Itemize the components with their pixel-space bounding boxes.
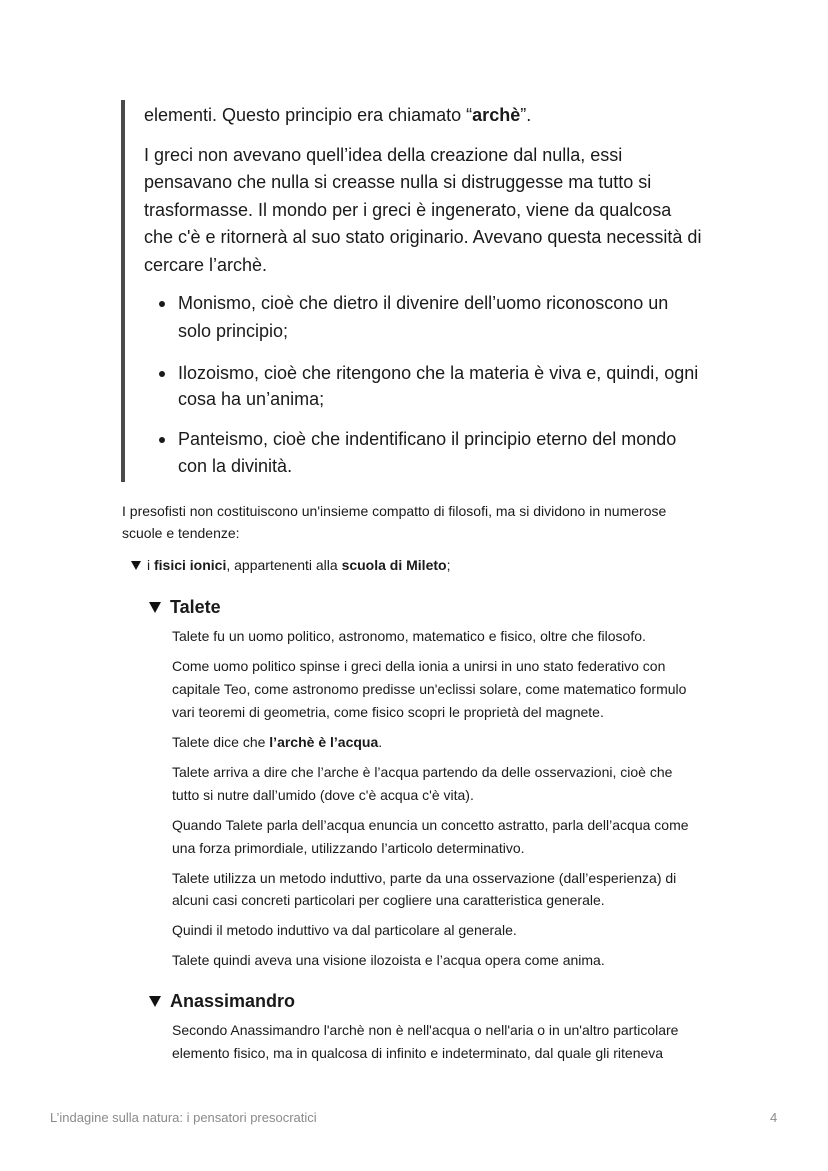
bullet-icon	[159, 301, 165, 307]
paragraph-line: Talete utilizza un metodo induttivo, parte da una osservazione (dall’esperienza) di	[172, 870, 677, 886]
text: , appartenenti alla	[226, 557, 342, 573]
list-item: solo principio;	[178, 321, 289, 341]
list-item: Panteismo, cioè che indentificano il principio eterno del mondo	[178, 429, 677, 449]
paragraph-line: scuole e tendenze:	[122, 525, 240, 541]
text: i	[147, 557, 154, 573]
list-item: cosa ha un’anima;	[178, 389, 325, 409]
paragraph-line	[172, 733, 382, 751]
quote-line	[144, 104, 531, 126]
toggle-heading-anassimandro[interactable]: Anassimandro	[170, 991, 296, 1011]
text: Talete dice che	[172, 734, 270, 750]
quote-line: trasformasse. Il mondo per i greci è ingenerato, viene da qualcosa	[144, 200, 672, 220]
bullet-icon	[159, 437, 165, 443]
paragraph-line: capitale Teo, come astronomo predisse un'eclissi solare, come matematico formulo	[172, 681, 687, 697]
paragraph-line: vari teoremi di geometria, come fisico scopri le proprietà del magnete.	[172, 704, 604, 720]
paragraph-line: I presofisti non costituiscono un'insieme compatto di filosofi, ma si dividono in numerose	[122, 503, 667, 519]
bold-text: scuola di Mileto	[341, 557, 447, 573]
page-number: 4	[770, 1110, 778, 1125]
paragraph-line: tutto si nutre dall’umido (dove c'è acqua c'è vita).	[172, 787, 474, 803]
paragraph-line: Talete arriva a dire che l’arche è l’acqua partendo da delle osservazioni, cioè che	[172, 764, 673, 780]
text: ”.	[520, 105, 532, 125]
toggle-fisici-ionici[interactable]	[147, 556, 450, 574]
paragraph-line: Talete fu un uomo politico, astronomo, matematico e fisico, oltre che filosofo.	[172, 628, 646, 644]
toggle-triangle-icon[interactable]	[149, 602, 161, 613]
text: ;	[446, 557, 451, 573]
text: .	[378, 734, 383, 750]
paragraph-line: una forza primordiale, utilizzando l’articolo determinativo.	[172, 840, 525, 856]
toggle-heading-talete[interactable]: Talete	[170, 597, 221, 617]
paragraph-line: Come uomo politico spinse i greci della ionia a unirsi in uno stato federativo con	[172, 658, 666, 674]
text: elementi. Questo principio era chiamato “	[144, 105, 473, 125]
blockquote-bar	[121, 100, 125, 482]
list-item: con la divinità.	[178, 456, 293, 476]
quote-line: che c'è e ritornerà al suo stato originario. Avevano questa necessità di	[144, 227, 702, 247]
list-item: Ilozoismo, cioè che ritengono che la materia è viva e, quindi, ogni	[178, 363, 699, 383]
paragraph-line: elemento fisico, ma in qualcosa di infinito e indeterminato, dal quale gli riteneva	[172, 1045, 664, 1061]
list-item: Monismo, cioè che dietro il divenire dell’uomo riconoscono un	[178, 293, 669, 313]
paragraph-line: Secondo Anassimandro l'archè non è nell'acqua o nell'aria o in un'altro particolare	[172, 1022, 679, 1038]
paragraph-line: Talete quindi aveva una visione ilozoista e l’acqua opera come anima.	[172, 952, 605, 968]
bullet-icon	[159, 371, 165, 377]
toggle-triangle-icon[interactable]	[149, 996, 161, 1007]
paragraph-line: Quindi il metodo induttivo va dal particolare al generale.	[172, 922, 517, 938]
footer-title: L’indagine sulla natura: i pensatori presocratici	[50, 1110, 317, 1125]
bold-text: archè	[472, 105, 521, 125]
toggle-triangle-icon[interactable]	[131, 561, 141, 570]
bold-text: l’archè è l’acqua	[269, 734, 379, 750]
bold-text: fisici ionici	[154, 557, 227, 573]
paragraph-line: Quando Talete parla dell’acqua enuncia un concetto astratto, parla dell’acqua come	[172, 817, 689, 833]
quote-line: I greci non avevano quell’idea della creazione dal nulla, essi	[144, 145, 623, 165]
quote-line: cercare l’archè.	[144, 255, 268, 275]
paragraph-line: alcuni casi concreti particolari per cogliere una caratteristica generale.	[172, 892, 605, 908]
quote-line: pensavano che nulla si creasse nulla si distruggesse ma tutto si	[144, 172, 652, 192]
